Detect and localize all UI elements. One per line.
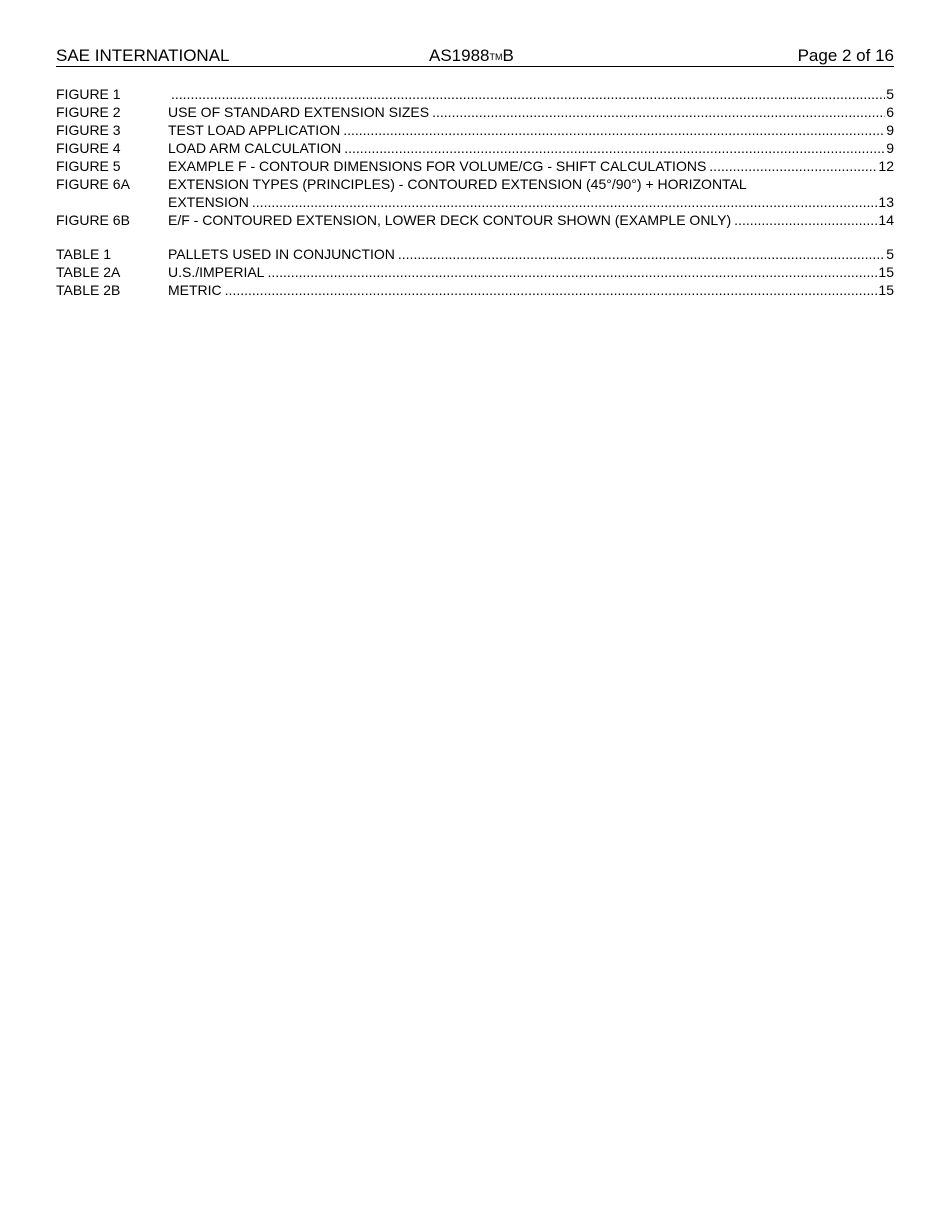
toc-entry-figure-2[interactable] [56,103,894,121]
entry-title: TEST LOAD APPLICATION [168,122,341,138]
entry-page: 5 [886,86,894,102]
page-number: Page 2 of 16 [797,46,894,65]
dot-leader [252,193,878,211]
toc-entry-figure-1[interactable] [56,85,894,103]
organization-name: SAE INTERNATIONAL [56,46,230,65]
toc-entry-figure-3[interactable] [56,121,894,139]
entry-page: 9 [886,140,894,156]
entry-page: 14 [878,212,894,228]
entry-title: EXAMPLE F - CONTOUR DIMENSIONS FOR VOLUME/CG - SHIFT CALCULATIONS [168,158,707,174]
dot-leader [709,157,877,175]
dot-leader [398,245,885,263]
list-of-tables [56,245,894,299]
dot-leader [343,121,885,139]
toc-entry-table-1[interactable] [56,245,894,263]
entry-title: METRIC [168,282,222,298]
entry-page: 13 [878,194,894,210]
toc-entry-table-2b[interactable] [56,281,894,299]
entry-label: TABLE 2B [56,282,121,298]
entry-label: TABLE 2A [56,264,121,280]
dot-leader [225,281,878,299]
entry-page: 9 [886,122,894,138]
trademark-mark: TM [489,52,503,62]
entry-title: PALLETS USED IN CONJUNCTION [168,246,395,262]
entry-title-line-1: EXTENSION TYPES (PRINCIPLES) - CONTOURED EXTENSION (45°/90°) + HORIZONTAL [168,176,747,192]
dot-leader [267,263,877,281]
entry-label: FIGURE 3 [56,122,121,138]
toc-entry-table-2a[interactable] [56,263,894,281]
entry-title-line-2: EXTENSION [168,194,249,210]
entry-title: U.S./IMPERIAL [168,264,265,280]
list-of-figures [56,85,894,229]
dot-leader [734,211,877,229]
entry-page: 5 [886,246,894,262]
entry-label: FIGURE 1 [56,86,121,102]
dot-leader [171,85,885,103]
document-id [429,45,514,68]
page-header [56,45,894,67]
toc-entry-figure-5[interactable] [56,157,894,175]
entry-label: FIGURE 6B [56,212,130,228]
document-id-suffix: B [502,46,514,65]
entry-label: FIGURE 4 [56,140,121,156]
entry-title: E/F - CONTOURED EXTENSION, LOWER DECK CONTOUR SHOWN (EXAMPLE ONLY) [168,212,732,228]
document-id-main: AS1988 [429,46,490,65]
toc-entry-figure-4[interactable] [56,139,894,157]
entry-title: USE OF STANDARD EXTENSION SIZES [168,104,430,120]
toc-entry-figure-6a[interactable] [56,175,894,211]
entry-title: LOAD ARM CALCULATION [168,140,342,156]
entry-page: 15 [878,264,894,280]
entry-label: TABLE 1 [56,246,111,262]
entry-label: FIGURE 2 [56,104,121,120]
entry-page: 15 [878,282,894,298]
document-page [56,0,894,1230]
entry-page: 12 [878,158,894,174]
dot-leader [432,103,885,121]
entry-label: FIGURE 6A [56,176,130,192]
toc-entry-figure-6b[interactable] [56,211,894,229]
dot-leader [344,139,885,157]
entry-page: 6 [886,104,894,120]
entry-label: FIGURE 5 [56,158,121,174]
